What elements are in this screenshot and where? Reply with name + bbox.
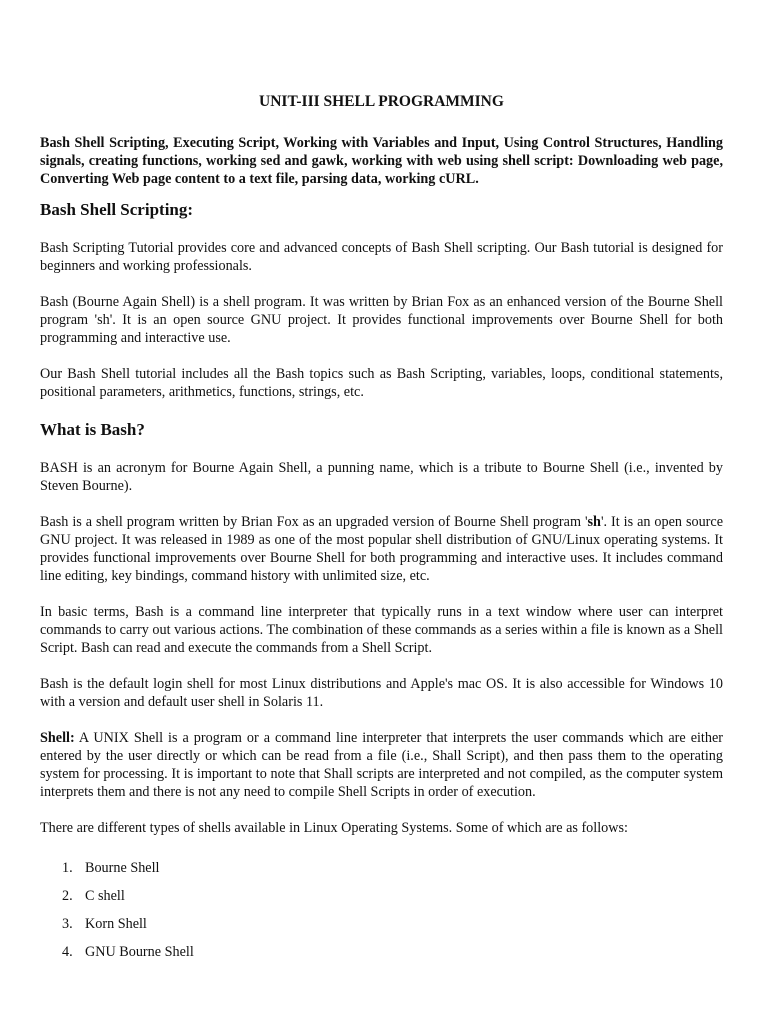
list-item-text: C shell [85,888,125,904]
paragraph-bash-history [40,513,723,585]
paragraph-bash-history-start: Bash is a shell program written by Brian Fox as an upgraded version of Bourne Shell program ' [40,514,588,530]
list-item [62,887,723,905]
page-title: UNIT-III SHELL PROGRAMMING [259,93,504,110]
paragraph-shell-definition-text: A UNIX Shell is a program or a command line interpreter that interprets the user commands which are either entered by the user directly or which can be read from a file (i.e., Shall Script), and then pass them to the operating system for processing. It is important to note that Shall scripts are interpreted and not compiled, as the computer system interprets them and there is not any need to compile Shell Scripts in order of execution. [40,730,723,800]
sh-bold-text: sh [587,514,601,530]
list-item [62,943,723,961]
list-item-number: 4. [62,944,73,960]
shell-types-list [40,859,723,961]
paragraph-shell-types-intro: There are different types of shells available in Linux Operating Systems. Some of which are as follows: [40,820,628,836]
section-heading-what-is-bash: What is Bash? [40,420,145,439]
paragraph-bash-definition: Bash (Bourne Again Shell) is a shell program. It was written by Brian Fox as an enhanced version of the Bourne Shell program 'sh'. It is an open source GNU project. It provides functional improvements over Bourne Shell for both programming and interactive use. [40,294,723,346]
section-heading-bash-shell-scripting: Bash Shell Scripting: [40,200,194,219]
list-item [62,915,723,933]
paragraph-command-interpreter: In basic terms, Bash is a command line interpreter that typically runs in a text window where user can interpret commands to carry out various actions. The combination of these commands as a series within a file is known as a Shell Script. Bash can read and execute the commands from a Shell Script. [40,604,723,656]
paragraph-tutorial-intro: Bash Scripting Tutorial provides core and advanced concepts of Bash Shell scripting. Our Bash tutorial is designed for beginners and working professionals. [40,240,723,274]
list-item-text: Korn Shell [85,916,147,932]
list-item-text: Bourne Shell [85,860,160,876]
paragraph-default-shell: Bash is the default login shell for most Linux distributions and Apple's mac OS. It is also accessible for Windows 10 with a version and default user shell in Solaris 11. [40,676,723,710]
paragraph-bash-acronym: BASH is an acronym for Bourne Again Shell, a punning name, which is a tribute to Bourne Shell (i.e., invented by Steven Bourne). [40,460,723,494]
list-item-number: 2. [62,888,73,904]
syllabus-paragraph: Bash Shell Scripting, Executing Script, Working with Variables and Input, Using Control Structures, Handling signals, creating functions, working sed and gawk, working with web using shell script: Downloading web page, Converting Web page content to a text file, parsing data, working cURL. [40,135,723,187]
paragraph-tutorial-topics: Our Bash Shell tutorial includes all the Bash topics such as Bash Scripting, variables, loops, conditional statements, positional parameters, arithmetics, functions, strings, etc. [40,366,723,400]
list-item-text: GNU Bourne Shell [85,944,194,960]
paragraph-shell-definition [40,729,723,801]
list-item [62,859,723,877]
list-item-number: 3. [62,916,73,932]
paragraph-bash-history-end: '. It is an open source GNU project. It was released in 1989 as one of the most popular shell distribution of GNU/Linux operating systems. It provides functional improvements over Bourne Shell for both programming and interactive uses. It includes command line editing, key bindings, command history with unlimited size, etc. [40,514,723,584]
shell-bold-label: Shell: [40,730,75,746]
list-item-number: 1. [62,860,73,876]
